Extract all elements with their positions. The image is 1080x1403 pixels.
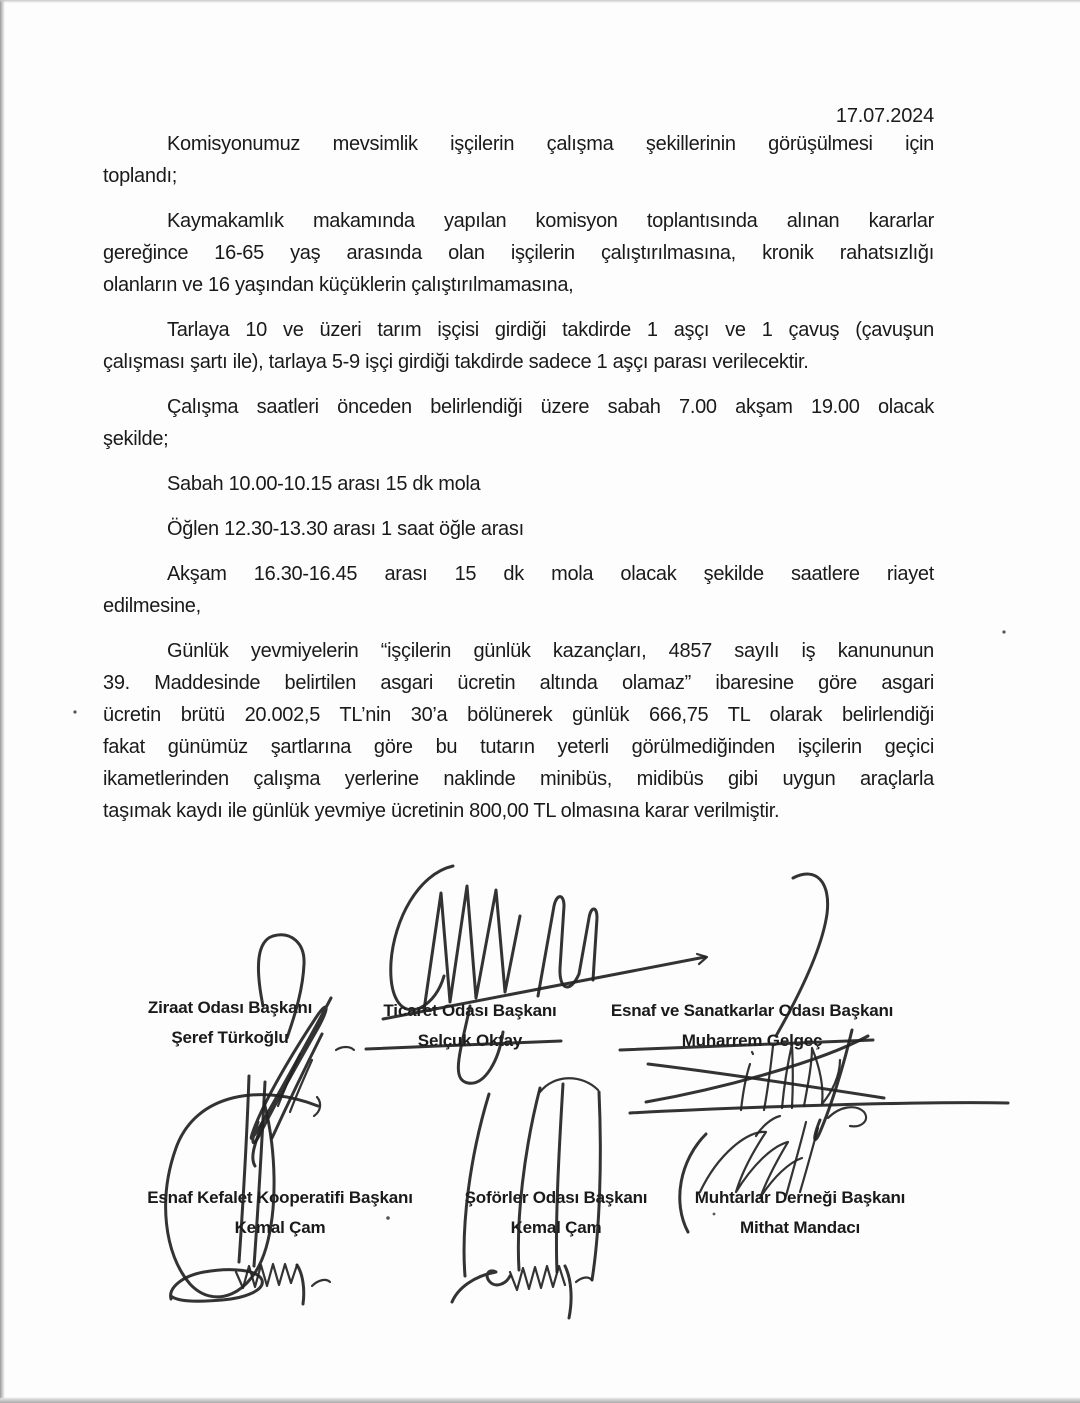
- paragraph-line: 39. Maddesinde belirtilen asgari ücretin altında olamaz” ibaresine göre asgari: [103, 672, 934, 694]
- signer-title: Muhtarlar Derneği Başkanı: [694, 1188, 906, 1207]
- signer-title: Esnaf Kefalet Kooperatifi Başkanı: [147, 1188, 413, 1207]
- paragraph-line: Öğlen 12.30-13.30 arası 1 saat öğle arası: [167, 518, 524, 540]
- scan-edge-bottom: [0, 1397, 1080, 1403]
- signer-title: Esnaf ve Sanatkarlar Odası Başkanı: [610, 1001, 894, 1020]
- document-body: [103, 0, 934, 840]
- paragraph: [103, 635, 934, 827]
- paragraph: [103, 205, 934, 301]
- paragraph-line: toplandı;: [103, 165, 178, 187]
- signer-name: Mithat Mandacı: [740, 1218, 860, 1237]
- paragraph-line: taşımak kaydı ile günlük yevmiye ücretinin 800,00 TL olmasına karar verilmiştir.: [103, 800, 780, 822]
- signature-block-esnaf-kefalet: [147, 1183, 412, 1243]
- paragraph-line: Komisyonumuz mevsimlik işçilerin çalışma şekillerinin görüşülmesi için: [167, 133, 934, 155]
- signer-name: Şeref Türkoğlu: [171, 1028, 289, 1047]
- signature-scribble-kemal-cam-kefalet: [166, 1054, 330, 1304]
- paragraph-line: Günlük yevmiyelerin “işçilerin günlük kazançları, 4857 sayılı iş kanununun: [167, 640, 934, 662]
- paragraph-line: Akşam 16.30-16.45 arası 15 dk mola olacak şekilde saatlere riayet: [167, 563, 934, 585]
- signer-name: Muharrem Gelgeç: [681, 1031, 823, 1050]
- paragraph-line: fakat günümüz şartlarına göre bu tutarın yeterli görülmediğinden işçilerin geçici: [103, 736, 934, 758]
- paragraph-line: olanların ve 16 yaşından küçüklerin çalıştırılmamasına,: [103, 274, 574, 296]
- document-date: 17.07.2024: [835, 105, 934, 127]
- signer-name: Selçuk Oktay: [417, 1031, 523, 1050]
- paragraph: [103, 468, 934, 500]
- signature-block-muhtarlar: [695, 1183, 905, 1243]
- signer-name: Kemal Çam: [234, 1218, 326, 1237]
- paragraph: [103, 314, 934, 378]
- signer-name: Kemal Çam: [510, 1218, 602, 1237]
- paragraph-line: Kaymakamlık makamında yapılan komisyon toplantısında alınan kararlar: [167, 210, 934, 232]
- paragraph: [103, 558, 934, 622]
- signer-title: Ziraat Odası Başkanı: [147, 998, 313, 1017]
- paragraph-line: çalışması şartı ile), tarlaya 5-9 işçi girdiği takdirde sadece 1 aşçı parası verilecektir.: [103, 351, 809, 373]
- paragraph-line: ikametlerinden çalışma yerlerine naklinde minibüs, midibüs gibi uygun araçlarla: [103, 768, 934, 790]
- signature-block-soforler: [465, 1183, 648, 1243]
- signature-block-ziraat: [148, 993, 312, 1053]
- paragraph: [103, 128, 934, 192]
- paragraph: [103, 513, 934, 545]
- paragraph-line: ücretin brütü 20.002,5 TL’nin 30’a bölünerek günlük 666,75 TL olarak belirlendiği: [103, 704, 934, 726]
- scan-edge-left: [0, 0, 5, 1403]
- signature-block-esnaf-sanatkarlar: [611, 996, 893, 1056]
- signature-block-ticaret: [383, 996, 556, 1056]
- paragraph-line: edilmesine,: [103, 595, 201, 617]
- paragraph-line: Çalışma saatleri önceden belirlendiği üzere sabah 7.00 akşam 19.00 olacak: [167, 396, 934, 418]
- paragraph-line: şekilde;: [103, 428, 169, 450]
- signer-title: Ticaret Odası Başkanı: [383, 1001, 557, 1020]
- signer-title: Şoförler Odası Başkanı: [464, 1188, 648, 1207]
- scan-edge-top: [0, 0, 1080, 3]
- paragraph-line: gereğince 16-65 yaş arasında olan işçilerin çalıştırılmasına, kronik rahatsızlığı: [103, 242, 934, 264]
- paragraph: [103, 391, 934, 455]
- paragraph-line: Tarlaya 10 ve üzeri tarım işçisi girdiği takdirde 1 aşçı ve 1 çavuş (çavuşun: [167, 319, 934, 341]
- paragraph-line: Sabah 10.00-10.15 arası 15 dk mola: [167, 473, 481, 495]
